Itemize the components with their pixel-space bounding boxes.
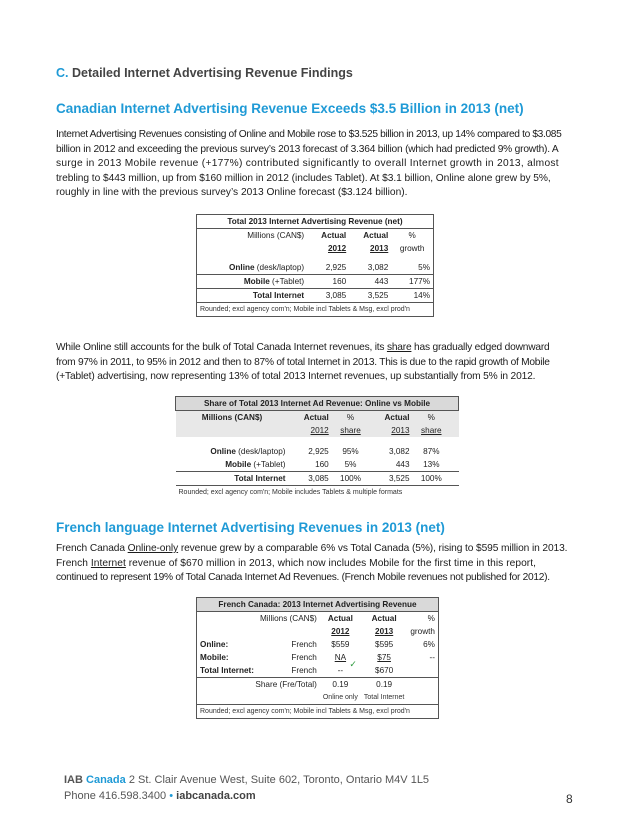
row-label-rest: (+Tablet) (269, 277, 305, 286)
sec2-text: (+Tablet) advertising, now representing 13% of total 2013 Internet revenues, up substantially from 5% in 2012. (56, 371, 536, 383)
sec1-line: trebling to $443 million, up from $160 million in 2012 (includes Tablet). At $3.1 billion, Online alone grew by 5%, (56, 172, 551, 184)
table2-col-actual-2012: Actual (303, 413, 329, 422)
footer (64, 772, 429, 804)
sec1-title: Canadian Internet Advertising Revenue Exceeds $3.5 Billion in 2013 (net) (56, 101, 524, 116)
table1-growth-label: growth (399, 244, 425, 253)
table2-note: Rounded; excl agency com'n; Mobile includes Tablets & multiple formats (176, 486, 459, 500)
row-label: Mobile: (200, 653, 229, 662)
sec3-text: French Canada (56, 543, 128, 554)
table2-year-2012: 2012 (310, 426, 329, 435)
table-row (176, 472, 459, 486)
row-lang: French (291, 653, 317, 662)
table2-col-units: Millions (CAN$) (201, 413, 263, 422)
row-label-bold: Mobile (225, 460, 252, 469)
row-label-bold: Total Internet (234, 474, 286, 483)
sec2-line (56, 341, 596, 356)
table1-note: Rounded; excl agency com'n; Mobile incl Tablets & Msg, excl prod'n (197, 303, 434, 317)
section-heading (56, 66, 353, 80)
row-label-rest: (desk/laptop) (254, 263, 305, 272)
footer-website-link[interactable]: iabcanada.com (176, 790, 256, 802)
sec3-text: revenue grew by a comparable 6% vs Total Canada (5%), rising to $595 million in 2013. (178, 543, 568, 554)
cell-2013: 3,082 (367, 263, 389, 272)
sec1-line: Internet Advertising Revenues consisting of Online and Mobile rose to $3.525 billion in 2013, up 14% compared to $3.085 (56, 129, 562, 140)
cell-growth: 14% (391, 289, 433, 303)
footer-phone: Phone 416.598.3400 (64, 790, 167, 802)
table2-col-actual-2013: Actual (384, 413, 410, 422)
sec2-text: has gradually edged downward (411, 342, 550, 353)
table3-note: Rounded; excl agency com'n; Mobile incl Tablets & Msg, excl prod'n (197, 705, 439, 719)
table3-share-2012: 0.19 (320, 678, 361, 692)
cell-2012: $559 (331, 640, 350, 649)
sec3-title: French language Internet Advertising Revenues in 2013 (net) (56, 520, 445, 535)
cell-2012: NA (334, 653, 347, 662)
sec2-underlined: share (386, 342, 412, 353)
table1-col-pct: % (408, 231, 416, 240)
row-lang: French (291, 666, 317, 675)
table1-title: Total 2013 Internet Advertising Revenue (net) (197, 215, 434, 229)
sec3-underlined: Internet (90, 557, 126, 569)
cell-share-2012: 100% (332, 472, 370, 486)
table3-share-label: Share (Fre/Total) (197, 678, 320, 692)
cell-2013: 3,525 (349, 289, 391, 303)
cell-growth: 6% (423, 640, 435, 649)
cell-2013: 3,525 (369, 472, 412, 486)
table2-share-2012: share (340, 426, 361, 435)
section-heading-text: Detailed Internet Advertising Revenue Findings (71, 66, 353, 80)
sec3-line (56, 571, 596, 586)
cell-2013: $75 (377, 653, 391, 662)
table3-title: French Canada: 2013 Internet Advertising Revenue (197, 598, 439, 612)
table1 (196, 214, 434, 317)
table3-col-actual-2012: Actual (327, 614, 353, 623)
table3-col-pct: % (427, 614, 435, 623)
row-label-bold: Online (229, 263, 255, 272)
table2 (175, 396, 459, 499)
table2-title: Share of Total 2013 Internet Ad Revenue: Online vs Mobile (176, 397, 459, 411)
row-label: Online: (200, 640, 229, 649)
cell-growth (407, 664, 438, 678)
table1-year-2013: 2013 (370, 244, 389, 253)
row-lang: French (291, 640, 317, 649)
sec1-paragraph (56, 128, 586, 201)
table-row (197, 664, 439, 678)
check-icon: ✓ (349, 659, 357, 669)
footer-contact-line (64, 788, 429, 804)
table2-col-pct-2012: % (346, 413, 355, 422)
sec1-line: roughly in line with the previous survey’s 2013 Online forecast ($3.124 billion). (56, 187, 408, 199)
sec3-line (56, 542, 596, 557)
sec3-line (56, 557, 596, 572)
cell-growth: -- (429, 653, 435, 662)
sec3-underlined: Online-only (127, 543, 179, 554)
section-letter: C. (56, 66, 69, 80)
table3-col-actual-2013: Actual (371, 614, 397, 623)
table1-col-actual-2013: Actual (363, 231, 389, 240)
row-label: Total Internet: (200, 666, 254, 675)
table-row (176, 458, 459, 472)
row-label-rest: (desk/laptop) (235, 447, 286, 456)
cell-2013: $670 (375, 666, 394, 675)
table-row (197, 261, 434, 275)
table1-col-actual-2012: Actual (321, 231, 347, 240)
cell-2013: $595 (375, 640, 394, 649)
table3-year-2012: 2012 (331, 627, 350, 636)
table-row (176, 445, 459, 458)
cell-2013: 443 (395, 460, 410, 469)
table-row (197, 651, 439, 664)
sec2-line (56, 370, 596, 385)
cell-2012: 2,925 (308, 447, 329, 456)
sec3-text: revenue of $670 million in 2013, which now includes Mobile for the first time in this report, (125, 557, 536, 569)
sec2-text: from 97% in 2011, to 95% in 2012 and then to 87% of total Internet in 2013. This is due to the rapid growth of Mobile (56, 356, 550, 368)
table2-col-pct-2013: % (427, 413, 435, 422)
cell-2013: 3,082 (389, 447, 410, 456)
sec2-text: While Online still accounts for the bulk of Total Canada Internet revenues, its (56, 342, 387, 353)
table3-col-units: Millions (CAN$) (259, 614, 317, 623)
cell-2013: 443 (349, 275, 391, 289)
table3-sub-online: Online only (322, 694, 358, 701)
table-row (197, 638, 439, 651)
sec3-text: continued to represent 19% of Total Canada Internet Ad Revenues. (French Mobile revenues not published for 2012). (56, 572, 550, 584)
sec3-text: French (56, 557, 91, 569)
table3 (196, 597, 439, 719)
footer-address-line (64, 772, 429, 788)
cell-2012: 3,085 (307, 289, 349, 303)
row-label-bold: Total Internet (252, 291, 305, 300)
sec1-line: surge in 2013 Mobile revenue (+177%) contributed significantly to overall Internet growth in 2013, almost (56, 158, 559, 170)
cell-share-2013: 100% (413, 472, 451, 486)
table3-sub-total: Total Internet (363, 694, 405, 701)
footer-bullet: • (169, 790, 174, 802)
table1-col-units: Millions (CAN$) (247, 231, 305, 240)
sec1-line: billion in 2012 and exceeding the previous survey’s 2013 forecast of 3.364 billion (which had predicted 9% growth). A (56, 143, 559, 155)
row-label-bold: Mobile (243, 277, 270, 286)
cell-share-2012: 5% (344, 460, 357, 469)
cell-share-2013: 87% (423, 447, 440, 456)
sec3-paragraph (56, 542, 596, 586)
cell-2012: 160 (307, 275, 349, 289)
sec2-paragraph (56, 341, 596, 385)
cell-2012: 160 (315, 460, 329, 469)
table1-year-2012: 2012 (327, 244, 347, 253)
footer-address: 2 St. Clair Avenue West, Suite 602, Toronto, Ontario M4V 1L5 (125, 774, 430, 786)
table3-year-2013: 2013 (375, 627, 394, 636)
cell-2012: 3,085 (289, 472, 332, 486)
table2-year-2013: 2013 (391, 426, 410, 435)
cell-growth: 5% (418, 263, 430, 272)
page-number: 8 (566, 792, 573, 806)
cell-share-2013: 13% (423, 460, 440, 469)
footer-brand-canada: Canada (86, 774, 126, 786)
cell-2012: 2,925 (325, 263, 347, 272)
row-label-rest: (+Tablet) (251, 460, 286, 469)
table-row (197, 289, 434, 303)
cell-growth: 177% (391, 275, 433, 289)
row-label-bold: Online (210, 447, 236, 456)
footer-brand: IAB (64, 774, 83, 786)
table-row (197, 275, 434, 289)
table2-share-2013: share (421, 426, 442, 435)
table3-share-2013: 0.19 (361, 678, 407, 692)
cell-2012: -- (337, 666, 344, 675)
cell-share-2012: 95% (342, 447, 359, 456)
table3-growth-label: growth (410, 627, 435, 636)
sec2-line (56, 356, 596, 371)
